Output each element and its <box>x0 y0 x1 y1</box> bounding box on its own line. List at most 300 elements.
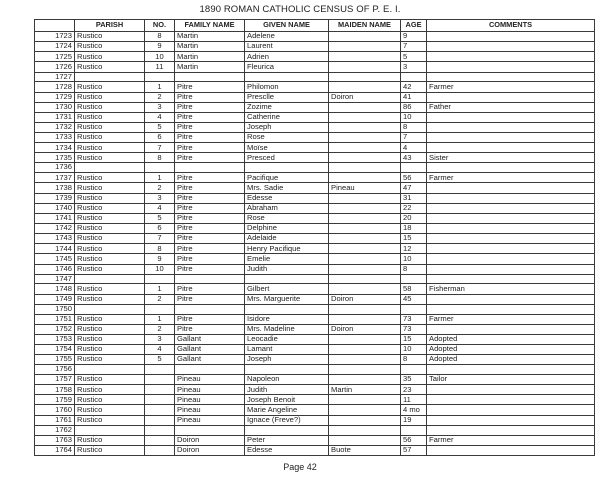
cell-family-name: Pitre <box>175 143 245 153</box>
cell-given-name: Henry Pacifique <box>245 244 329 254</box>
cell-parish <box>75 163 145 173</box>
cell-parish: Rustico <box>75 244 145 254</box>
cell-record-number: 1727 <box>35 72 75 82</box>
cell-comments <box>427 52 595 62</box>
cell-family-name: Martin <box>175 52 245 62</box>
header-record-number <box>35 20 75 32</box>
table-row <box>35 334 595 344</box>
cell-parish: Rustico <box>75 92 145 102</box>
table-row <box>35 92 595 102</box>
cell-number: 2 <box>145 183 175 193</box>
cell-maiden-name <box>329 163 401 173</box>
cell-number <box>145 405 175 415</box>
cell-parish <box>75 72 145 82</box>
cell-comments: Adopted <box>427 334 595 344</box>
cell-parish <box>75 274 145 284</box>
cell-age: 31 <box>401 193 427 203</box>
cell-maiden-name <box>329 213 401 223</box>
cell-family-name: Pitre <box>175 133 245 143</box>
cell-comments: Father <box>427 102 595 112</box>
table-row <box>35 435 595 445</box>
cell-age: 23 <box>401 385 427 395</box>
table-row <box>35 52 595 62</box>
table-row <box>35 264 595 274</box>
cell-family-name: Gallant <box>175 355 245 365</box>
cell-number <box>145 435 175 445</box>
cell-comments <box>427 405 595 415</box>
header-family-name: FAMILY NAME <box>175 20 245 32</box>
cell-age: 7 <box>401 42 427 52</box>
cell-family-name: Pitre <box>175 254 245 264</box>
cell-comments: Sister <box>427 153 595 163</box>
cell-given-name: Marie Angeline <box>245 405 329 415</box>
cell-age: 35 <box>401 375 427 385</box>
cell-age: 18 <box>401 223 427 233</box>
cell-comments <box>427 112 595 122</box>
table-row <box>35 405 595 415</box>
cell-family-name: Pineau <box>175 395 245 405</box>
cell-age <box>401 72 427 82</box>
cell-parish <box>75 365 145 375</box>
cell-comments <box>427 425 595 435</box>
cell-age: 47 <box>401 183 427 193</box>
cell-parish: Rustico <box>75 62 145 72</box>
cell-given-name: Joseph <box>245 355 329 365</box>
cell-maiden-name <box>329 52 401 62</box>
cell-parish: Rustico <box>75 52 145 62</box>
cell-maiden-name <box>329 62 401 72</box>
cell-maiden-name <box>329 284 401 294</box>
cell-comments: Farmer <box>427 314 595 324</box>
cell-parish <box>75 304 145 314</box>
cell-record-number: 1757 <box>35 375 75 385</box>
cell-family-name <box>175 304 245 314</box>
cell-maiden-name <box>329 435 401 445</box>
cell-record-number: 1755 <box>35 355 75 365</box>
cell-maiden-name <box>329 244 401 254</box>
cell-parish: Rustico <box>75 395 145 405</box>
cell-record-number: 1731 <box>35 112 75 122</box>
cell-comments <box>427 385 595 395</box>
cell-age: 3 <box>401 62 427 72</box>
cell-comments <box>427 294 595 304</box>
cell-given-name: Joseph Benoit <box>245 395 329 405</box>
cell-given-name: Ignace (Freve?) <box>245 415 329 425</box>
cell-age: 12 <box>401 244 427 254</box>
table-row <box>35 425 595 435</box>
cell-maiden-name <box>329 82 401 92</box>
cell-number <box>145 445 175 455</box>
cell-age: 4 mo <box>401 405 427 415</box>
cell-maiden-name: Buote <box>329 445 401 455</box>
cell-family-name: Pitre <box>175 203 245 213</box>
table-row <box>35 304 595 314</box>
cell-parish: Rustico <box>75 203 145 213</box>
cell-record-number: 1736 <box>35 163 75 173</box>
cell-family-name: Pitre <box>175 122 245 132</box>
cell-parish: Rustico <box>75 264 145 274</box>
cell-record-number: 1745 <box>35 254 75 264</box>
cell-family-name: Pitre <box>175 234 245 244</box>
cell-age: 8 <box>401 264 427 274</box>
cell-number: 11 <box>145 62 175 72</box>
cell-comments: Tailor <box>427 375 595 385</box>
table-row <box>35 274 595 284</box>
table-row <box>35 395 595 405</box>
cell-comments <box>427 223 595 233</box>
cell-number: 7 <box>145 143 175 153</box>
cell-number <box>145 395 175 405</box>
cell-record-number: 1738 <box>35 183 75 193</box>
header-maiden-name: MAIDEN NAME <box>329 20 401 32</box>
cell-maiden-name <box>329 153 401 163</box>
cell-number: 2 <box>145 92 175 102</box>
cell-family-name: Pineau <box>175 375 245 385</box>
cell-comments <box>427 42 595 52</box>
cell-number: 8 <box>145 244 175 254</box>
cell-number <box>145 365 175 375</box>
cell-number: 8 <box>145 153 175 163</box>
cell-age: 10 <box>401 112 427 122</box>
cell-number: 3 <box>145 102 175 112</box>
cell-record-number: 1742 <box>35 223 75 233</box>
cell-parish: Rustico <box>75 122 145 132</box>
cell-age: 5 <box>401 52 427 62</box>
cell-family-name: Pitre <box>175 102 245 112</box>
cell-record-number: 1761 <box>35 415 75 425</box>
cell-family-name <box>175 72 245 82</box>
cell-number: 3 <box>145 193 175 203</box>
cell-record-number: 1729 <box>35 92 75 102</box>
table-row <box>35 344 595 354</box>
cell-comments: Farmer <box>427 82 595 92</box>
cell-family-name: Pitre <box>175 183 245 193</box>
cell-age: 56 <box>401 173 427 183</box>
cell-comments <box>427 395 595 405</box>
cell-given-name: Presced <box>245 153 329 163</box>
cell-maiden-name: Pineau <box>329 183 401 193</box>
cell-number: 9 <box>145 42 175 52</box>
cell-maiden-name: Doiron <box>329 92 401 102</box>
cell-number <box>145 415 175 425</box>
cell-number: 4 <box>145 203 175 213</box>
cell-maiden-name <box>329 355 401 365</box>
table-row <box>35 42 595 52</box>
cell-parish: Rustico <box>75 32 145 42</box>
table-row <box>35 254 595 264</box>
cell-family-name: Pitre <box>175 223 245 233</box>
cell-given-name: Edesse <box>245 445 329 455</box>
cell-record-number: 1734 <box>35 143 75 153</box>
cell-parish: Rustico <box>75 415 145 425</box>
cell-number: 9 <box>145 254 175 264</box>
cell-maiden-name <box>329 375 401 385</box>
cell-number: 6 <box>145 133 175 143</box>
cell-comments <box>427 415 595 425</box>
cell-parish: Rustico <box>75 102 145 112</box>
cell-record-number: 1739 <box>35 193 75 203</box>
cell-parish: Rustico <box>75 193 145 203</box>
table-row <box>35 385 595 395</box>
header-number: NO. <box>145 20 175 32</box>
cell-age: 15 <box>401 234 427 244</box>
cell-record-number: 1724 <box>35 42 75 52</box>
cell-comments <box>427 304 595 314</box>
cell-given-name: Judith <box>245 385 329 395</box>
cell-age: 8 <box>401 355 427 365</box>
cell-maiden-name <box>329 254 401 264</box>
cell-maiden-name <box>329 122 401 132</box>
cell-comments <box>427 254 595 264</box>
cell-given-name: Laurent <box>245 42 329 52</box>
cell-number <box>145 425 175 435</box>
cell-number: 10 <box>145 264 175 274</box>
table-row <box>35 153 595 163</box>
cell-age <box>401 365 427 375</box>
cell-age: 9 <box>401 32 427 42</box>
cell-age: 11 <box>401 395 427 405</box>
cell-comments <box>427 183 595 193</box>
cell-number: 5 <box>145 213 175 223</box>
cell-given-name: Edesse <box>245 193 329 203</box>
cell-family-name: Pitre <box>175 112 245 122</box>
cell-given-name: Isidore <box>245 314 329 324</box>
cell-parish <box>75 425 145 435</box>
cell-record-number: 1752 <box>35 324 75 334</box>
cell-given-name <box>245 274 329 284</box>
cell-family-name: Pitre <box>175 294 245 304</box>
cell-family-name: Pitre <box>175 213 245 223</box>
cell-maiden-name <box>329 304 401 314</box>
cell-family-name: Pitre <box>175 82 245 92</box>
header-parish: PARISH <box>75 20 145 32</box>
cell-family-name: Pitre <box>175 92 245 102</box>
cell-age: 41 <box>401 92 427 102</box>
cell-number: 1 <box>145 173 175 183</box>
cell-maiden-name <box>329 344 401 354</box>
cell-maiden-name <box>329 223 401 233</box>
table-row <box>35 133 595 143</box>
table-row <box>35 122 595 132</box>
cell-record-number: 1730 <box>35 102 75 112</box>
cell-given-name: Judith <box>245 264 329 274</box>
cell-given-name: Mrs. Sadie <box>245 183 329 193</box>
cell-number: 1 <box>145 314 175 324</box>
cell-comments <box>427 274 595 284</box>
cell-comments <box>427 203 595 213</box>
cell-number: 5 <box>145 355 175 365</box>
header-row <box>35 20 595 32</box>
cell-maiden-name <box>329 193 401 203</box>
table-row <box>35 102 595 112</box>
cell-given-name: Mrs. Marguerite <box>245 294 329 304</box>
cell-given-name: Adelene <box>245 32 329 42</box>
cell-maiden-name <box>329 365 401 375</box>
cell-age <box>401 163 427 173</box>
cell-family-name: Pitre <box>175 314 245 324</box>
cell-given-name: Leocadie <box>245 334 329 344</box>
cell-number <box>145 375 175 385</box>
cell-maiden-name <box>329 314 401 324</box>
cell-age: 22 <box>401 203 427 213</box>
cell-record-number: 1723 <box>35 32 75 42</box>
cell-age: 19 <box>401 415 427 425</box>
cell-maiden-name <box>329 234 401 244</box>
cell-parish: Rustico <box>75 284 145 294</box>
cell-record-number: 1746 <box>35 264 75 274</box>
cell-given-name: Adrien <box>245 52 329 62</box>
table-row <box>35 183 595 193</box>
cell-age <box>401 274 427 284</box>
cell-given-name: Zozime <box>245 102 329 112</box>
cell-record-number: 1748 <box>35 284 75 294</box>
cell-family-name: Doiron <box>175 445 245 455</box>
cell-given-name: Presclle <box>245 92 329 102</box>
cell-parish: Rustico <box>75 254 145 264</box>
cell-record-number: 1754 <box>35 344 75 354</box>
cell-record-number: 1735 <box>35 153 75 163</box>
cell-given-name <box>245 163 329 173</box>
cell-parish: Rustico <box>75 375 145 385</box>
cell-age: 73 <box>401 324 427 334</box>
cell-comments: Farmer <box>427 435 595 445</box>
table-row <box>35 82 595 92</box>
cell-record-number: 1733 <box>35 133 75 143</box>
cell-age: 7 <box>401 133 427 143</box>
table-row <box>35 445 595 455</box>
cell-comments <box>427 92 595 102</box>
cell-given-name: Adelaide <box>245 234 329 244</box>
census-body <box>35 32 595 456</box>
cell-given-name: Lamant <box>245 344 329 354</box>
cell-given-name <box>245 72 329 82</box>
header-age: AGE <box>401 20 427 32</box>
cell-parish: Rustico <box>75 153 145 163</box>
cell-comments <box>427 143 595 153</box>
cell-record-number: 1743 <box>35 234 75 244</box>
cell-age <box>401 425 427 435</box>
cell-record-number: 1747 <box>35 274 75 284</box>
cell-parish: Rustico <box>75 405 145 415</box>
cell-given-name: Peter <box>245 435 329 445</box>
cell-parish: Rustico <box>75 234 145 244</box>
cell-parish: Rustico <box>75 294 145 304</box>
cell-parish: Rustico <box>75 173 145 183</box>
cell-record-number: 1726 <box>35 62 75 72</box>
cell-parish: Rustico <box>75 112 145 122</box>
cell-maiden-name <box>329 112 401 122</box>
header-comments: COMMENTS <box>427 20 595 32</box>
cell-comments <box>427 133 595 143</box>
cell-record-number: 1737 <box>35 173 75 183</box>
cell-age <box>401 304 427 314</box>
cell-parish: Rustico <box>75 334 145 344</box>
cell-number: 4 <box>145 344 175 354</box>
cell-family-name: Doiron <box>175 435 245 445</box>
table-row <box>35 234 595 244</box>
cell-given-name: Gilbert <box>245 284 329 294</box>
table-row <box>35 112 595 122</box>
page-number: Page 42 <box>283 462 317 472</box>
cell-age: 15 <box>401 334 427 344</box>
cell-maiden-name <box>329 173 401 183</box>
cell-comments: Fisherman <box>427 284 595 294</box>
cell-age: 86 <box>401 102 427 112</box>
cell-parish: Rustico <box>75 324 145 334</box>
cell-family-name <box>175 425 245 435</box>
cell-given-name: Rose <box>245 133 329 143</box>
cell-age: 8 <box>401 122 427 132</box>
cell-given-name <box>245 365 329 375</box>
cell-family-name: Pineau <box>175 385 245 395</box>
cell-age: 20 <box>401 213 427 223</box>
cell-parish: Rustico <box>75 82 145 92</box>
header-given-name: GIVEN NAME <box>245 20 329 32</box>
cell-comments <box>427 72 595 82</box>
cell-maiden-name <box>329 395 401 405</box>
table-row <box>35 213 595 223</box>
cell-record-number: 1751 <box>35 314 75 324</box>
cell-number <box>145 304 175 314</box>
cell-given-name: Rose <box>245 213 329 223</box>
cell-age: 73 <box>401 314 427 324</box>
cell-family-name: Pineau <box>175 405 245 415</box>
cell-parish: Rustico <box>75 314 145 324</box>
cell-record-number: 1758 <box>35 385 75 395</box>
document-title: 1890 ROMAN CATHOLIC CENSUS OF P. E. I. <box>199 4 401 15</box>
table-row <box>35 173 595 183</box>
cell-maiden-name <box>329 264 401 274</box>
cell-given-name: Fleurica <box>245 62 329 72</box>
cell-record-number: 1749 <box>35 294 75 304</box>
cell-comments <box>427 163 595 173</box>
cell-number: 2 <box>145 324 175 334</box>
cell-family-name: Martin <box>175 32 245 42</box>
cell-comments <box>427 445 595 455</box>
cell-family-name: Pitre <box>175 173 245 183</box>
cell-record-number: 1759 <box>35 395 75 405</box>
cell-record-number: 1744 <box>35 244 75 254</box>
cell-number <box>145 72 175 82</box>
cell-maiden-name <box>329 102 401 112</box>
table-row <box>35 294 595 304</box>
cell-comments <box>427 213 595 223</box>
cell-comments <box>427 193 595 203</box>
table-row <box>35 32 595 42</box>
cell-number: 6 <box>145 223 175 233</box>
cell-comments <box>427 324 595 334</box>
cell-age: 4 <box>401 143 427 153</box>
cell-family-name <box>175 163 245 173</box>
cell-parish: Rustico <box>75 213 145 223</box>
cell-given-name <box>245 425 329 435</box>
cell-comments: Farmer <box>427 173 595 183</box>
cell-comments <box>427 244 595 254</box>
cell-family-name: Pineau <box>175 415 245 425</box>
cell-maiden-name <box>329 425 401 435</box>
cell-record-number: 1732 <box>35 122 75 132</box>
cell-age: 42 <box>401 82 427 92</box>
cell-record-number: 1753 <box>35 334 75 344</box>
cell-family-name: Pitre <box>175 244 245 254</box>
cell-parish: Rustico <box>75 223 145 233</box>
cell-parish: Rustico <box>75 355 145 365</box>
cell-age: 58 <box>401 284 427 294</box>
cell-number <box>145 274 175 284</box>
cell-family-name: Pitre <box>175 193 245 203</box>
table-row <box>35 415 595 425</box>
cell-number: 10 <box>145 52 175 62</box>
